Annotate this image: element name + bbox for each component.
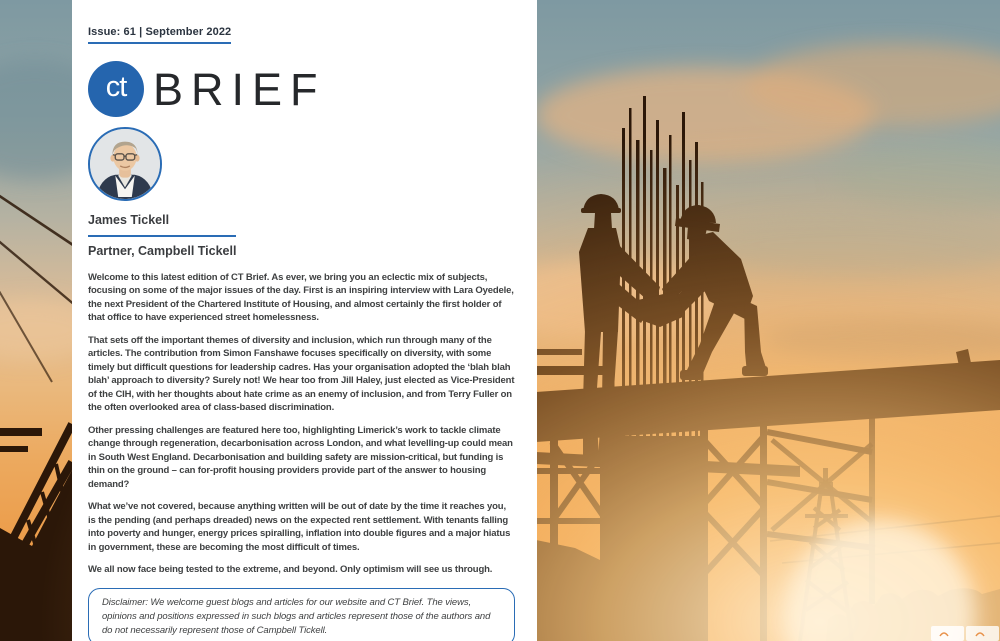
author-name: James Tickell	[88, 213, 170, 227]
ct-logo-circle	[88, 61, 144, 117]
author-portrait	[90, 129, 160, 199]
article-paragraph: We all now face being tested to the extreme, and beyond. Only optimism will see us through.	[88, 564, 493, 576]
article-paragraph: Other pressing challenges are featured here too, highlighting Limerick’s work to tackle climate change through regeneration, decarbonisation across London, and what levelling-up could mean in South West England. Decarbonisation and building safety are mission-critical, but funding is thin on the ground – can for-profit housing providers provide part of the answer to housing demand?	[88, 424, 513, 490]
issue-label: Issue: 61 | September 2022	[88, 26, 231, 44]
brief-logo-title: BRIEF	[153, 63, 326, 115]
editorial-article	[88, 271, 515, 577]
author-role: Partner, Campbell Tickell	[88, 244, 237, 258]
disclaimer-box	[88, 588, 515, 641]
article-paragraph: What we’ve not covered, because anything written will be out of date by the time it reaches you, is the pending (and perhaps dreaded) news on the expected rent settlement. With tenants falling into poverty and hunger, energy prices spiralling, inflation into double figures and a major hiatus in government, these are becoming the most difficult of times.	[88, 501, 511, 553]
disclaimer-text: Disclaimer: We welcome guest blogs and articles for our website and CT Brief. The views, opinions and positions expressed in such blogs and articles represent those of the authors and do not necessarily represent those of Campbell Tickell.	[102, 596, 491, 637]
article-paragraph: That sets off the important themes of diversity and inclusion, which run through many of the articles. The contribution from Simon Fanshawe focuses specifically on diversity, with some timely but difficult questions for leadership cadres. Has your organisation adopted the ‘blah blah blah’ approach to diversity? Surely not! We hear too from Jill Haley, just elected as Vice-President of the CIH, with her thoughts about hate crime as an enemy of inclusion, and from Terry Fuller on the often overlooked area of class-based discrimination.	[88, 334, 515, 414]
newsletter-panel	[72, 0, 537, 641]
author-divider	[88, 235, 236, 237]
author-avatar	[88, 127, 162, 201]
ct-brief-logo	[88, 60, 515, 118]
ct-logo-monogram: ct	[105, 71, 127, 103]
article-paragraph: Welcome to this latest edition of CT Brief. As ever, we bring you an eclectic mix of subjects, focusing on some of the major issues of the day. First is an inspiring interview with Lara Oyedele, the next President of the Chartered Institute of Housing, and almost certainly the first holder of that office to have experienced street homelessness.	[88, 272, 514, 324]
